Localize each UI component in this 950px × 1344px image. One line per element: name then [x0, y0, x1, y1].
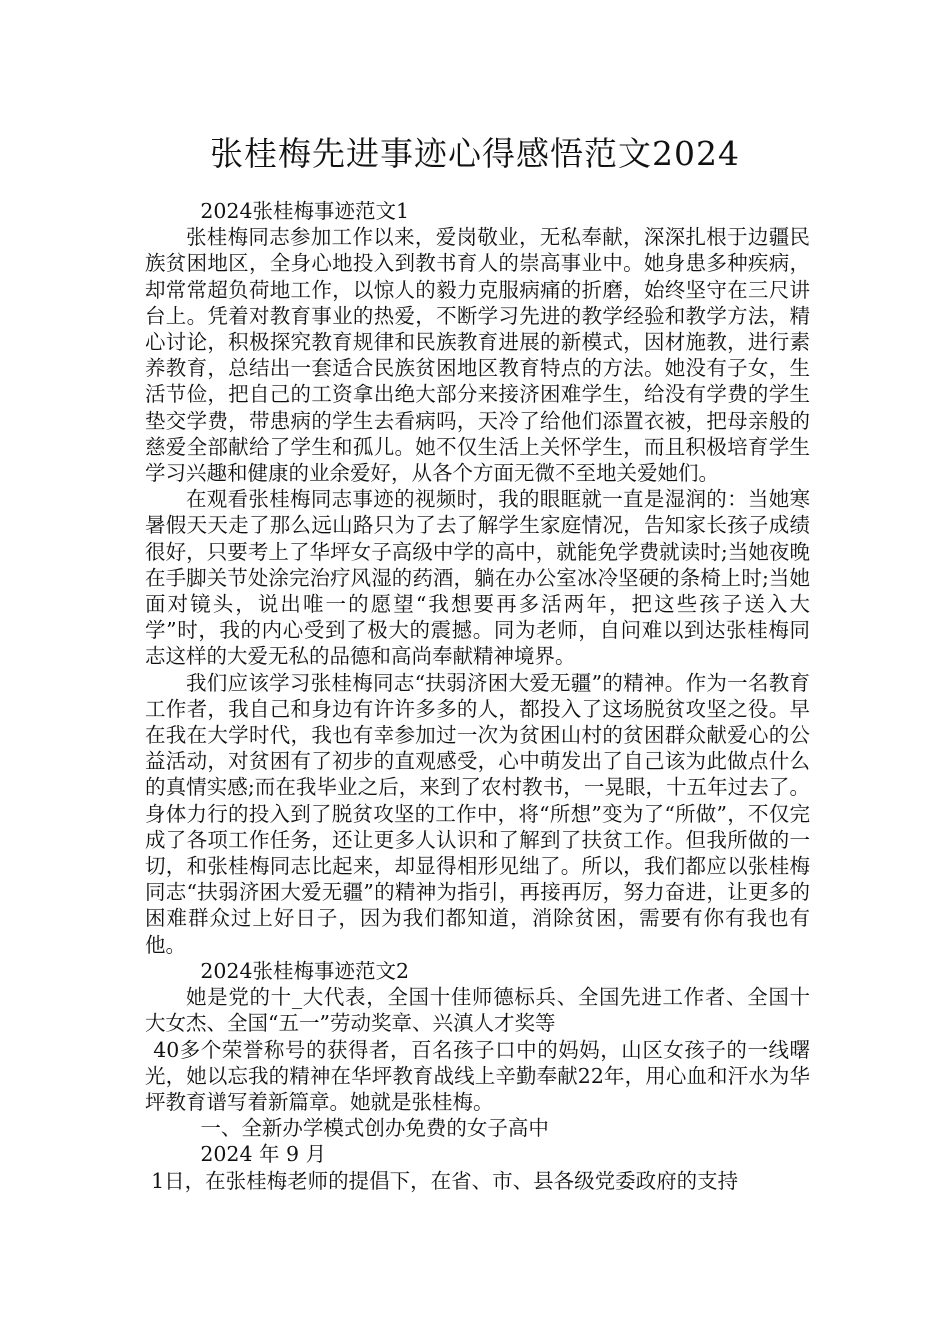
paragraph-4: 她是党的十_大代表，全国十佳师德标兵、全国先进工作者、全国十大女杰、全国“五一”劳动奖章、兴滇人才奖等 — [145, 985, 810, 1036]
section-heading-2: 2024张桂梅事迹范文2 — [200, 958, 410, 983]
paragraph-1: 张桂梅同志参加工作以来，爱岗敬业，无私奉献，深深扎根于边疆民族贫困地区，全身心地投入到教书育人的崇高事业中。她身患多种疾病，却常常超负荷地工作，以惊人的毅力克服病痛的折磨，始终坚守在三尺讲台上。凭着对教育事业的热爱，不断学习先进的教学经验和教学方法，精心讨论，积极探究教育规律和民族教育进展的新模式，因材施教，进行素养教育，总结出一套适合民族贫困地区教育特点的方法。她没有子女，生活节俭，把自己的工资拿出绝大部分来接济困难学生，给没有学费的学生垫交学费，带患病的学生去看病吗，天冷了给他们添置衣被，把母亲般的慈爱全部献给了学生和孤儿。她不仅生活上关怀学生，而且积极培育学生学习兴趣和健康的业余爱好，从各个方面无微不至地关爱她们。 — [145, 225, 810, 486]
paragraph-3: 我们应该学习张桂梅同志“扶弱济困大爱无疆”的精神。作为一名教育工作者，我自己和身边有许许多多的人，都投入了这场脱贫攻坚之役。早在我在大学时代，我也有幸参加过一次为贫困山村的贫困群众献爱心的公益活动，对贫困有了初步的直观感受，心中萌发出了自己该为此做点什么的真情实感;而在我毕业之后，来到了农村教书，一晃眼，十五年过去了。身体力行的投入到了脱贫攻坚的工作中，将“所想”变为了“所做”，不仅完成了各项工作任务，还让更多人认识和了解到了扶贫工作。但我所做的一切，和张桂梅同志比起来，却显得相形见绌了。所以，我们都应以张桂梅同志“扶弱济困大爱无疆”的精神为指引，再接再厉，努力奋进，让更多的困难群众过上好日子，因为我们都知道，消除贫困，需要有你有我也有他。 — [145, 670, 810, 957]
document-body — [145, 198, 810, 1194]
paragraph-6: 2024 年 9 月 — [200, 1142, 327, 1167]
document-title: 张桂梅先进事迹心得感悟范文2024 — [210, 134, 740, 173]
paragraph-7: 1日，在张桂梅老师的提倡下，在省、市、县各级党委政府的支持 — [151, 1168, 739, 1193]
subheading-1: 一、全新办学模式创办免费的女子高中 — [200, 1116, 549, 1141]
section-heading-1: 2024张桂梅事迹范文1 — [200, 199, 410, 223]
paragraph-5: 40多个荣誉称号的获得者，百名孩子口中的妈妈，山区女孩子的一线曙光，她以忘我的精神在华坪教育战线上辛勤奉献22年，用心血和汗水为华坪教育谱写着新篇章。她就是张桂梅。 — [145, 1037, 810, 1114]
paragraph-2: 在观看张桂梅同志事迹的视频时，我的眼眶就一直是湿润的：当她寒暑假天天走了那么远山路只为了去了解学生家庭情况，告知家长孩子成绩很好，只要考上了华坪女子高级中学的高中，就能免学费就读时;当她夜晚在手脚关节处涂完治疗风湿的药酒，躺在办公室冰冷坚硬的条椅上时;当她面对镜头，说出唯一的愿望“我想要再多活两年，把这些孩子送入大学”时，我的内心受到了极大的震撼。同为老师，自问难以到达张桂梅同志这样的大爱无私的品德和高尚奉献精神境界。 — [145, 487, 810, 669]
